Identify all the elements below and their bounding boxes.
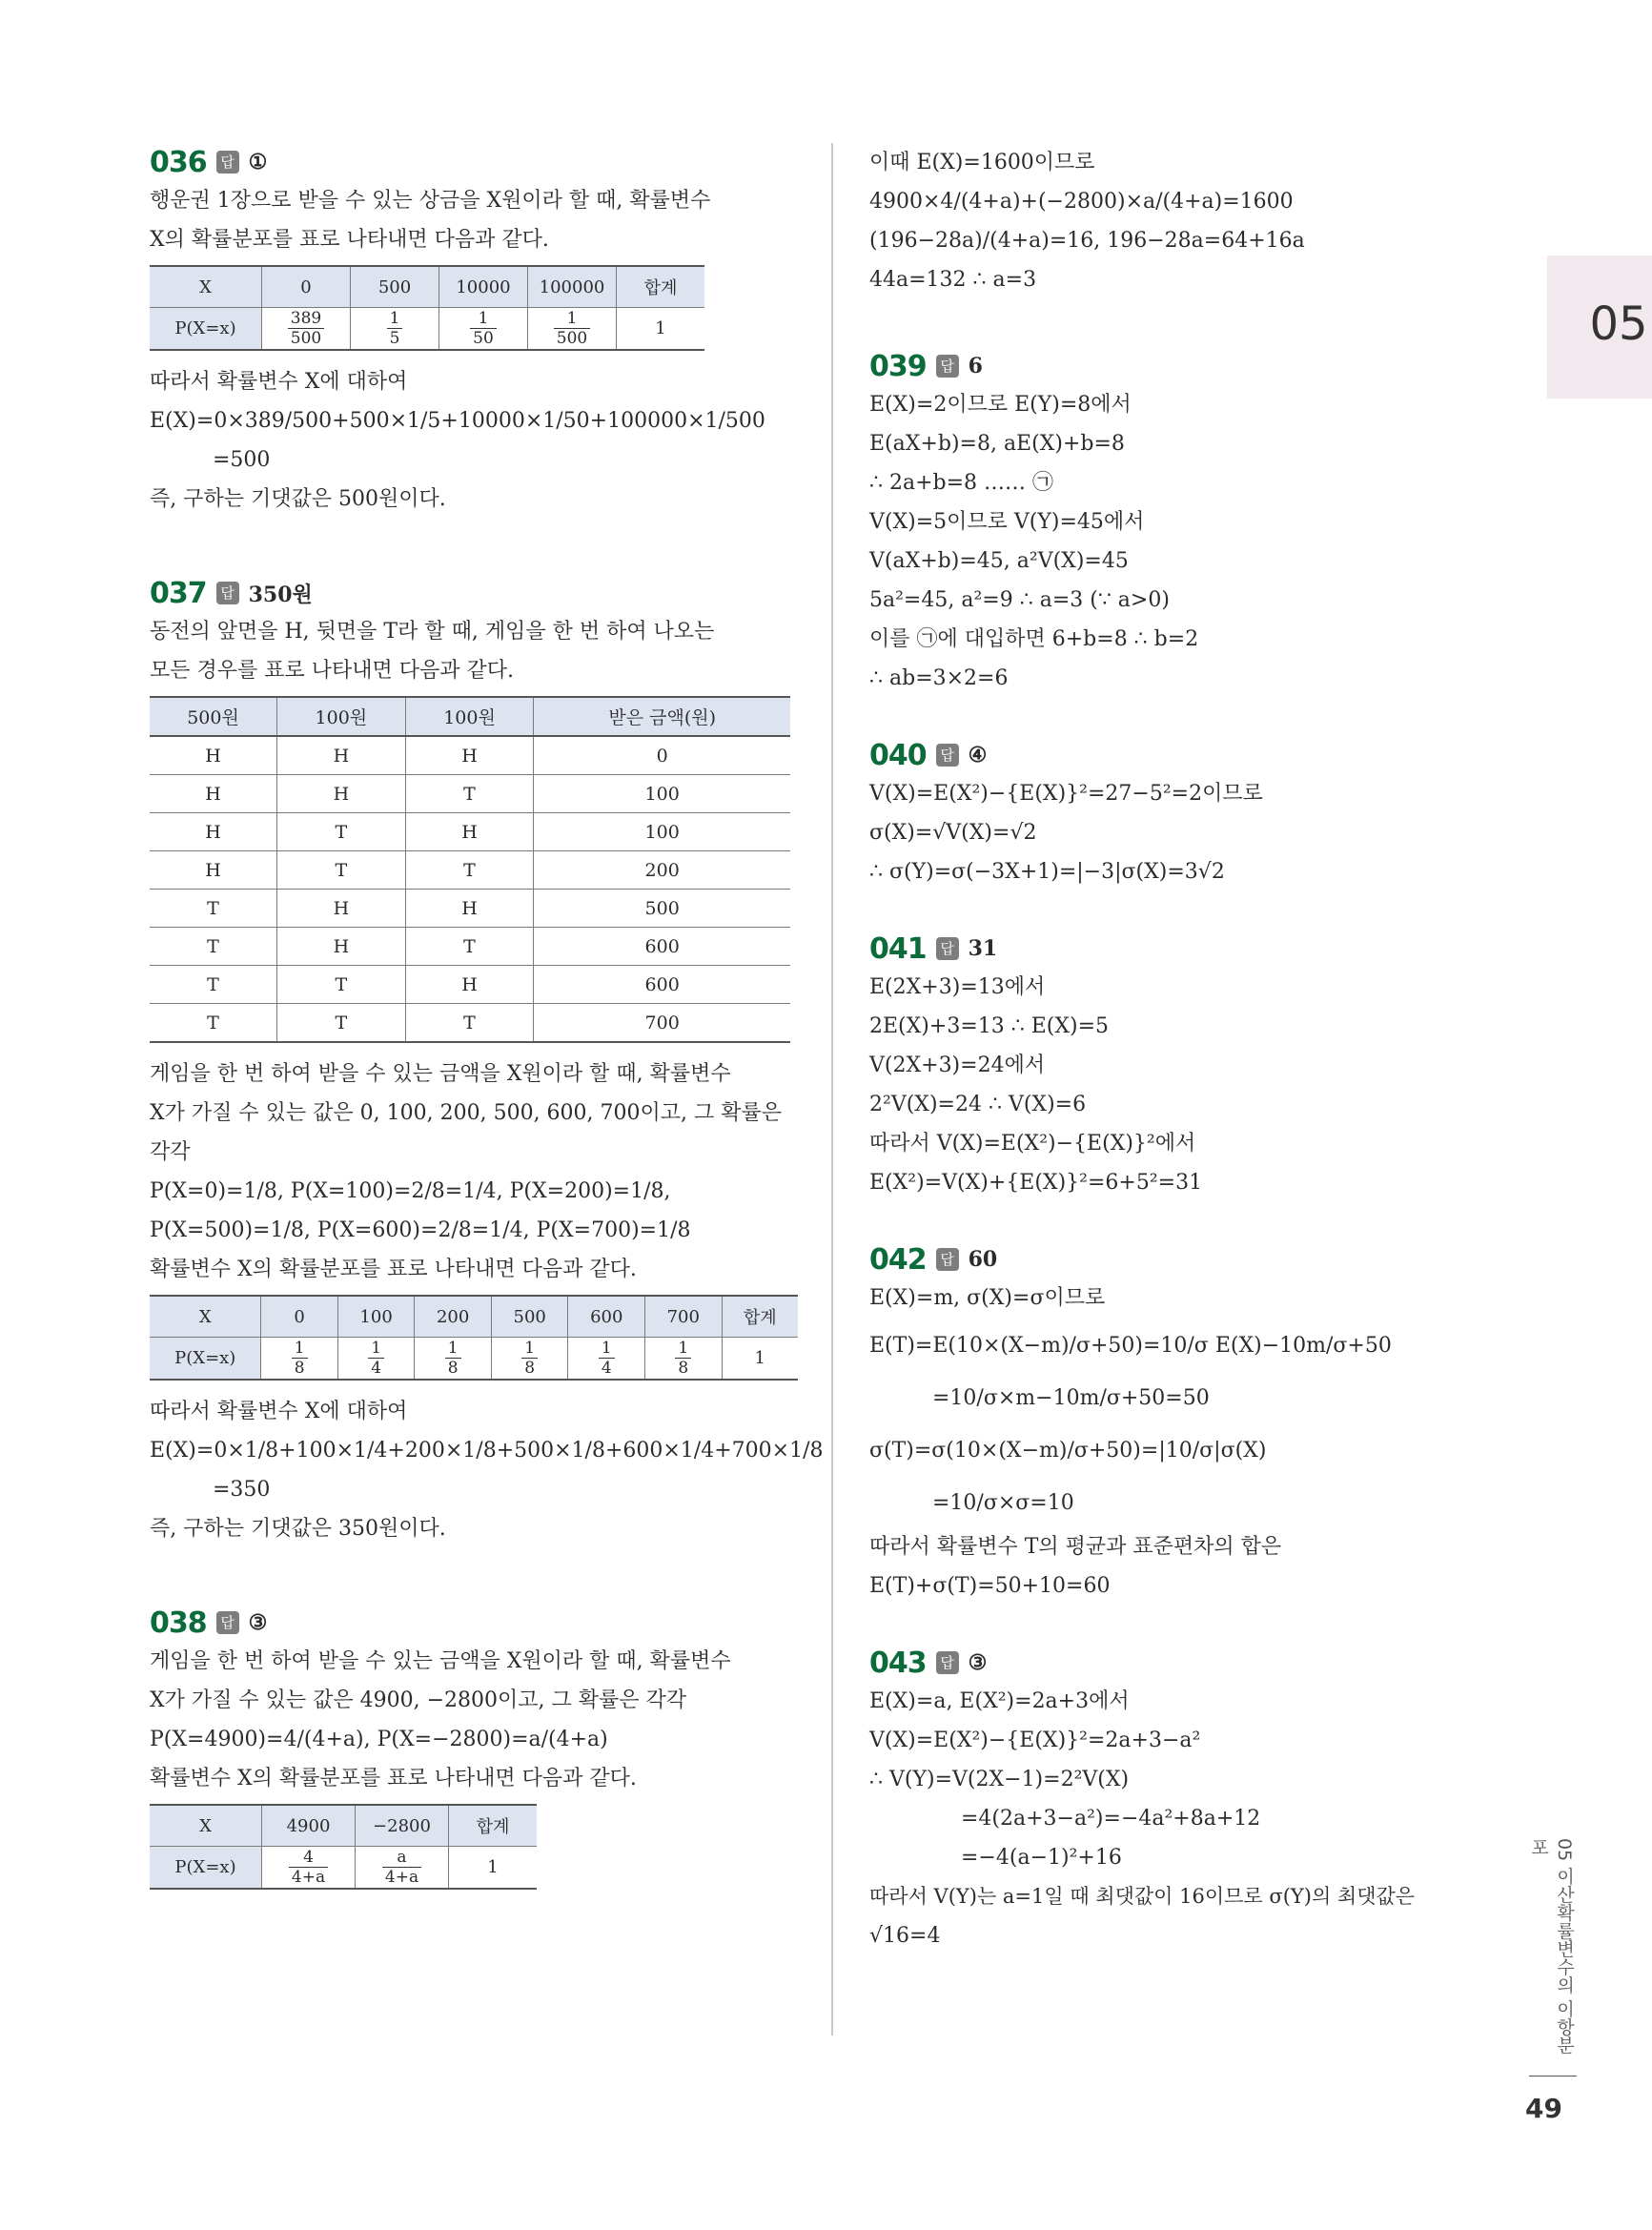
equation: =−4(a−1)²+16 — [961, 1846, 1122, 1870]
equation: 5a²=45, a²=9 ∴ a=3 (∵ a>0) — [869, 588, 1170, 612]
table-cell: H — [150, 813, 277, 851]
answer: 350원 — [248, 582, 313, 607]
equation: =350 — [213, 1478, 271, 1502]
equation: 따라서 V(X)=E(X²)−{E(X)}²에서 — [869, 1132, 1196, 1156]
problem-040 — [869, 736, 1427, 891]
side-chapter-title: 05 이산확률변수의 이항분포 — [1528, 1838, 1575, 2055]
page-number-rule — [1529, 2076, 1577, 2077]
answer: ① — [248, 150, 268, 174]
table-header-cell: 500 — [351, 266, 439, 308]
equation: 2E(X)+3=13 ∴ E(X)=5 — [869, 1014, 1110, 1038]
table-row — [150, 736, 790, 775]
equation: E(X)=0×389/500+500×1/5+10000×1/50+100000×1/500 — [150, 409, 765, 433]
table-cell: H — [405, 813, 534, 851]
table-cell: $\frac{1}{8}$ — [645, 1338, 723, 1381]
table-cell: H — [405, 736, 534, 775]
table-row — [150, 1004, 790, 1043]
table-row — [150, 966, 790, 1004]
table-cell: $\frac{1}{500}$ — [528, 308, 617, 351]
table-cell: T — [277, 966, 406, 1004]
answer: ④ — [968, 743, 988, 767]
problem-038 — [150, 1604, 798, 1890]
equation: V(2X+3)=24에서 — [869, 1054, 1046, 1077]
table-cell: T — [150, 1004, 277, 1043]
text-line: X의 확률분포를 표로 나타내면 다음과 같다. — [150, 228, 549, 252]
text-line: 확률변수 X의 확률분포를 표로 나타내면 다음과 같다. — [150, 1767, 637, 1790]
text-line: 확률변수 X의 확률분포를 표로 나타내면 다음과 같다. — [150, 1258, 637, 1281]
table-row — [150, 928, 790, 966]
text-line: 따라서 확률변수 T의 평균과 표준편차의 합은 — [869, 1535, 1282, 1559]
equation: =500 — [213, 448, 271, 472]
table-cell: $\frac{1}{8}$ — [415, 1338, 492, 1381]
equation: (196−28a)/(4+a)=16, 196−28a=64+16a — [869, 229, 1305, 253]
table-row — [150, 813, 790, 851]
equation: E(T)+σ(T)=50+10=60 — [869, 1574, 1111, 1598]
problem-header — [869, 1240, 1427, 1279]
problem-number: 042 — [869, 1242, 927, 1277]
equation: V(aX+b)=45, a²V(X)=45 — [869, 549, 1129, 573]
table-cell: 200 — [534, 851, 790, 890]
table-cell: T — [277, 813, 406, 851]
problem-number: 039 — [869, 349, 927, 383]
table-header-cell: 100000 — [528, 266, 617, 308]
table-cell: H — [150, 736, 277, 775]
equation: ∴ σ(Y)=σ(−3X+1)=|−3|σ(X)=3√2 — [869, 860, 1225, 884]
table-cell: H — [277, 928, 406, 966]
equation: E(X)=m, σ(X)=σ이므로 — [869, 1286, 1106, 1310]
answer: ③ — [968, 1650, 988, 1675]
table-cell: $\frac{1}{50}$ — [439, 308, 528, 351]
table-cell: $\frac{1}{4}$ — [568, 1338, 645, 1381]
text-line: 따라서 확률변수 X에 대하여 — [150, 1400, 408, 1423]
table-cell: H — [150, 775, 277, 813]
table-row-label: P(X=x) — [150, 1847, 262, 1890]
table-cell: 1 — [449, 1847, 538, 1890]
problem-042 — [869, 1240, 1427, 1606]
equation: E(2X+3)=13에서 — [869, 975, 1046, 999]
table-cell: $\frac{a}{4+a}$ — [356, 1847, 449, 1890]
equation: P(X=4900)=4/(4+a), P(X=−2800)=a/(4+a) — [150, 1728, 608, 1751]
equation: E(aX+b)=8, aE(X)+b=8 — [869, 432, 1125, 456]
table-cell: H — [277, 775, 406, 813]
equation: ∴ V(Y)=V(2X−1)=2²V(X) — [869, 1768, 1130, 1791]
table-cell: H — [405, 890, 534, 928]
problem-number: 037 — [150, 576, 207, 610]
right-column — [869, 143, 1427, 2011]
text-line: 각각 — [150, 1140, 191, 1164]
table-cell: T — [150, 966, 277, 1004]
answer-tag: 답 — [216, 151, 239, 174]
text-line: 게임을 한 번 하여 받을 수 있는 금액을 X원이라 할 때, 확률변수 — [150, 1062, 731, 1086]
equation: E(X)=2이므로 E(Y)=8에서 — [869, 393, 1132, 417]
equation: 이를 ㉠에 대입하면 6+b=8 ∴ b=2 — [869, 627, 1199, 651]
problem-number: 036 — [150, 145, 207, 179]
table-cell: 600 — [534, 928, 790, 966]
problem-number: 043 — [869, 1646, 927, 1680]
problem-037 — [150, 574, 824, 1548]
equation: =10/σ×σ=10 — [932, 1491, 1074, 1515]
text-line: 게임을 한 번 하여 받을 수 있는 금액을 X원이라 할 때, 확률변수 — [150, 1649, 731, 1673]
table-cell: T — [277, 851, 406, 890]
table-header-cell: −2800 — [356, 1805, 449, 1847]
chapter-tab: 05 — [1589, 297, 1648, 351]
table-cell: 1 — [722, 1338, 798, 1381]
equation: 2²V(X)=24 ∴ V(X)=6 — [869, 1093, 1087, 1116]
problem-number: 040 — [869, 738, 927, 772]
table-cell: H — [405, 966, 534, 1004]
table-cell: 700 — [534, 1004, 790, 1043]
table-cell: $\frac{1}{8}$ — [261, 1338, 337, 1381]
table-header-cell: X — [150, 1805, 262, 1847]
equation: V(X)=5이므로 V(Y)=45에서 — [869, 510, 1145, 534]
table-header-cell: 100원 — [277, 697, 406, 736]
equation: E(X)=a, E(X²)=2a+3에서 — [869, 1689, 1130, 1713]
table-header-cell: 0 — [262, 266, 351, 308]
text-line: 이때 E(X)=1600이므로 — [869, 151, 1095, 174]
equation: E(T)=E(10×(X−m)/σ+50)=10/σ E(X)−10m/σ+50 — [869, 1334, 1392, 1358]
problem-header — [150, 143, 798, 181]
problem-header — [869, 1644, 1427, 1682]
table-header-cell: X — [150, 266, 262, 308]
table-cell: 0 — [534, 736, 790, 775]
equation: σ(X)=√V(X)=√2 — [869, 821, 1037, 845]
table-header-cell: 200 — [415, 1296, 492, 1338]
problem-043 — [869, 1644, 1427, 1955]
table-cell: $\frac{1}{4}$ — [337, 1338, 415, 1381]
problem-number: 038 — [150, 1606, 207, 1640]
problem-041 — [869, 930, 1427, 1202]
table-cell: $\frac{389}{500}$ — [262, 308, 351, 351]
equation: P(X=500)=1/8, P(X=600)=2/8=1/4, P(X=700)=1/8 — [150, 1218, 691, 1242]
text-line: X가 가질 수 있는 값은 4900, −2800이고, 그 확률은 각각 — [150, 1688, 687, 1712]
equation: V(X)=E(X²)−{E(X)}²=2a+3−a² — [869, 1729, 1201, 1752]
text-line: 동전의 앞면을 H, 뒷면을 T라 할 때, 게임을 한 번 하여 나오는 — [150, 620, 715, 644]
table-cell: 100 — [534, 775, 790, 813]
table-header-cell: 100원 — [405, 697, 534, 736]
text-line: 따라서 확률변수 X에 대하여 — [150, 370, 408, 394]
problem-header — [869, 347, 1427, 385]
table-cell: $\frac{1}{5}$ — [351, 308, 439, 351]
distribution-table — [150, 265, 704, 351]
answer-tag: 답 — [936, 1248, 959, 1271]
table-cell: $\frac{1}{8}$ — [491, 1338, 568, 1381]
outcome-table — [150, 696, 790, 1043]
equation: E(X²)=V(X)+{E(X)}²=6+5²=31 — [869, 1171, 1203, 1195]
text-line: 행운권 1장으로 받을 수 있는 상금을 X원이라 할 때, 확률변수 — [150, 189, 711, 213]
equation: =10/σ×m−10m/σ+50=50 — [932, 1386, 1210, 1410]
table-header-cell: 합계 — [617, 266, 705, 308]
equation: ∴ 2a+b=8 …… ㉠ — [869, 471, 1054, 495]
table-header-cell: 500 — [491, 1296, 568, 1338]
text-line: 즉, 구하는 기댓값은 350원이다. — [150, 1517, 446, 1541]
distribution-table — [150, 1804, 537, 1890]
table-cell: H — [150, 851, 277, 890]
answer: 31 — [968, 936, 998, 961]
problem-036 — [150, 143, 798, 519]
answer: ③ — [248, 1610, 268, 1635]
equation: V(X)=E(X²)−{E(X)}²=27−5²=2이므로 — [869, 782, 1263, 806]
page-number: 49 — [1525, 2093, 1562, 2124]
table-header-cell: 합계 — [722, 1296, 798, 1338]
answer-tag: 답 — [216, 1611, 239, 1634]
table-cell: H — [277, 736, 406, 775]
equation: √16=4 — [869, 1924, 941, 1948]
text-line: 즉, 구하는 기댓값은 500원이다. — [150, 487, 446, 511]
table-cell: T — [405, 851, 534, 890]
table-header-cell: 합계 — [449, 1805, 538, 1847]
equation: 4900×4/(4+a)+(−2800)×a/(4+a)=1600 — [869, 190, 1294, 214]
column-divider — [831, 143, 833, 2036]
answer: 6 — [968, 354, 983, 378]
table-row — [150, 890, 790, 928]
equation: σ(T)=σ(10×(X−m)/σ+50)=|10/σ|σ(X) — [869, 1439, 1267, 1463]
equation: E(X)=0×1/8+100×1/4+200×1/8+500×1/8+600×1/4+700×1/8 — [150, 1439, 824, 1463]
equation: 44a=132 ∴ a=3 — [869, 268, 1037, 292]
problem-header — [150, 1604, 798, 1642]
text-line: X가 가질 수 있는 값은 0, 100, 200, 500, 600, 700이고, 그 확률은 — [150, 1101, 783, 1125]
table-cell: 600 — [534, 966, 790, 1004]
equation: =4(2a+3−a²)=−4a²+8a+12 — [961, 1807, 1261, 1831]
table-cell: T — [405, 1004, 534, 1043]
answer-tag: 답 — [936, 355, 959, 378]
table-header-cell: 4900 — [262, 1805, 356, 1847]
table-cell: T — [150, 890, 277, 928]
answer: 60 — [968, 1247, 998, 1272]
table-cell: T — [405, 775, 534, 813]
table-header-cell: 받은 금액(원) — [534, 697, 790, 736]
equation: ∴ ab=3×2=6 — [869, 666, 1009, 690]
table-row-label: P(X=x) — [150, 1338, 261, 1381]
problem-header — [869, 736, 1427, 774]
text-line: 모든 경우를 표로 나타내면 다음과 같다. — [150, 659, 514, 683]
table-header-cell: 500원 — [150, 697, 277, 736]
table-cell: $\frac{4}{4+a}$ — [262, 1847, 356, 1890]
problem-039 — [869, 347, 1427, 698]
table-header-cell: 700 — [645, 1296, 723, 1338]
table-cell: 500 — [534, 890, 790, 928]
table-header-cell: 600 — [568, 1296, 645, 1338]
answer-tag: 답 — [936, 1651, 959, 1674]
text-line: 따라서 V(Y)는 a=1일 때 최댓값이 16이므로 σ(Y)의 최댓값은 — [869, 1885, 1416, 1908]
table-cell: T — [277, 1004, 406, 1043]
problem-number: 041 — [869, 931, 927, 966]
table-cell: T — [150, 928, 277, 966]
table-header-cell: 100 — [337, 1296, 415, 1338]
table-header-cell: 10000 — [439, 266, 528, 308]
problem-038-continued — [869, 143, 1427, 299]
problem-header — [150, 574, 798, 612]
table-cell: T — [405, 928, 534, 966]
left-column — [150, 143, 824, 1945]
table-header-cell: X — [150, 1296, 261, 1338]
answer-tag: 답 — [936, 937, 959, 960]
table-cell: 1 — [617, 308, 705, 351]
table-row — [150, 851, 790, 890]
problem-header — [869, 930, 1427, 968]
table-row — [150, 775, 790, 813]
table-cell: H — [277, 890, 406, 928]
equation: P(X=0)=1/8, P(X=100)=2/8=1/4, P(X=200)=1/8, — [150, 1179, 671, 1203]
table-row-label: P(X=x) — [150, 308, 262, 351]
table-cell: 100 — [534, 813, 790, 851]
answer-tag: 답 — [936, 744, 959, 767]
table-header-cell: 0 — [261, 1296, 337, 1338]
distribution-table — [150, 1295, 798, 1381]
answer-tag: 답 — [216, 582, 239, 604]
